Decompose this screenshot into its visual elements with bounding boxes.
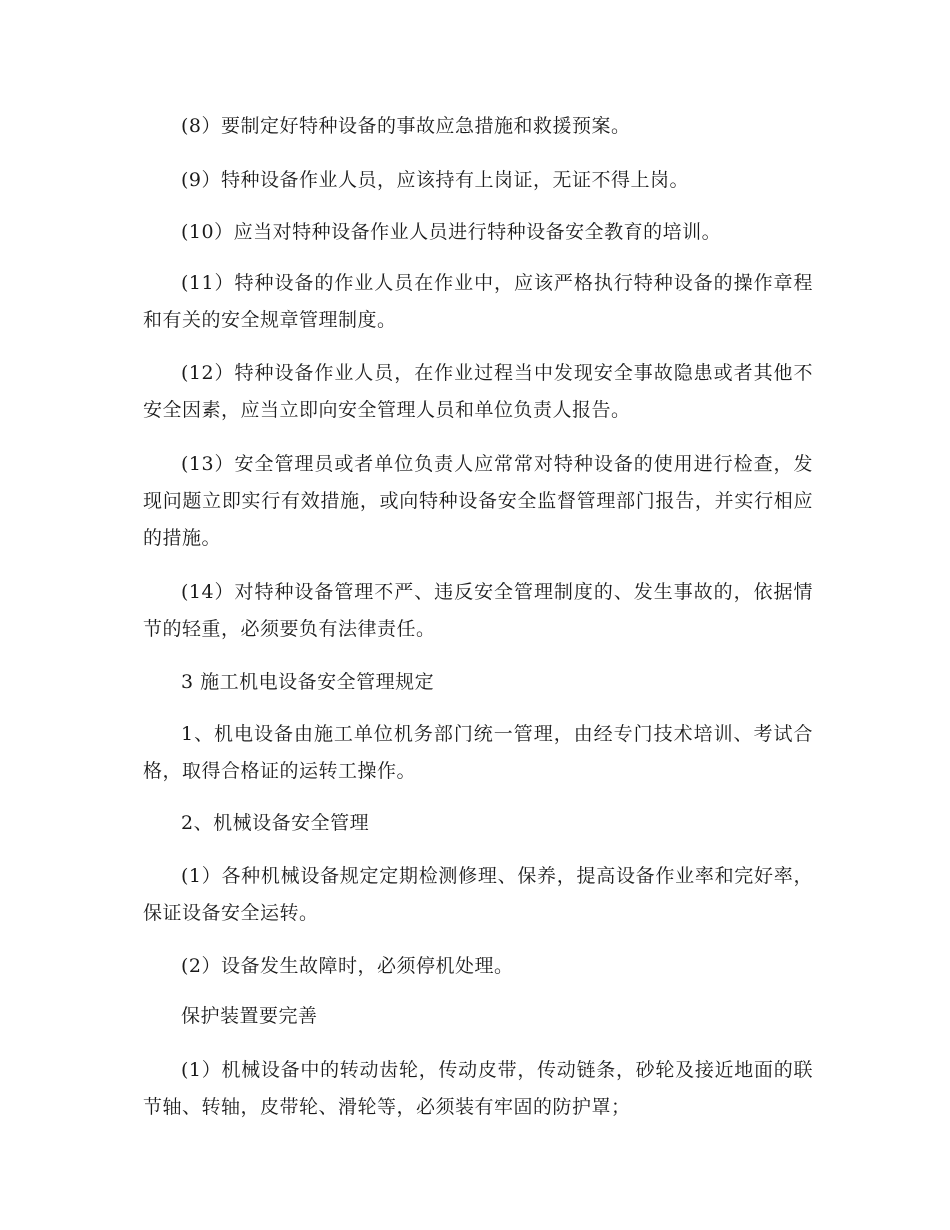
section-heading-3: 3 施工机电设备安全管理规定 bbox=[181, 671, 435, 693]
paragraph-item-9: (9）特种设备作业人员，应该持有上岗证，无证不得上岗。 bbox=[181, 169, 690, 191]
subheading-mech-2: 2、机械设备安全管理 bbox=[181, 812, 370, 834]
paragraph-machine-1: (1）各种机械设备规定定期检测修理、保养，提高设备作业率和完好率，保证设备安全运转。 bbox=[143, 865, 813, 924]
paragraph-item-11: (11）特种设备的作业人员在作业中，应该严格执行特种设备的操作章程和有关的安全规章管理制度。 bbox=[143, 272, 813, 331]
subheading-protection: 保护装置要完善 bbox=[181, 1005, 318, 1027]
paragraph-item-13: (13）安全管理员或者单位负责人应常常对特种设备的使用进行检查，发现问题立即实行有效措施，或向特种设备安全监督管理部门报告，并实行相应的措施。 bbox=[143, 453, 813, 549]
paragraph-item-10: (10）应当对特种设备作业人员进行特种设备安全教育的培训。 bbox=[181, 221, 722, 243]
paragraph-protection-1: (1）机械设备中的转动齿轮，传动皮带，传动链条，砂轮及接近地面的联节轴、转轴，皮带轮、滑轮等，必须装有牢固的防护罩； bbox=[143, 1059, 813, 1118]
paragraph-item-8: (8）要制定好特种设备的事故应急措施和救援预案。 bbox=[181, 115, 631, 137]
paragraph-machine-2: (2）设备发生故障时，必须停机处理。 bbox=[181, 955, 514, 977]
paragraph-item-12: (12）特种设备作业人员，在作业过程当中发现安全事故隐患或者其他不安全因素，应当立即向安全管理人员和单位负责人报告。 bbox=[143, 362, 813, 421]
paragraph-mech-1: 1、机电设备由施工单位机务部门统一管理，由经专门技术培训、考试合格，取得合格证的运转工操作。 bbox=[143, 723, 813, 782]
paragraph-item-14: (14）对特种设备管理不严、违反安全管理制度的、发生事故的，依据情节的轻重，必须要负有法律责任。 bbox=[143, 581, 813, 640]
